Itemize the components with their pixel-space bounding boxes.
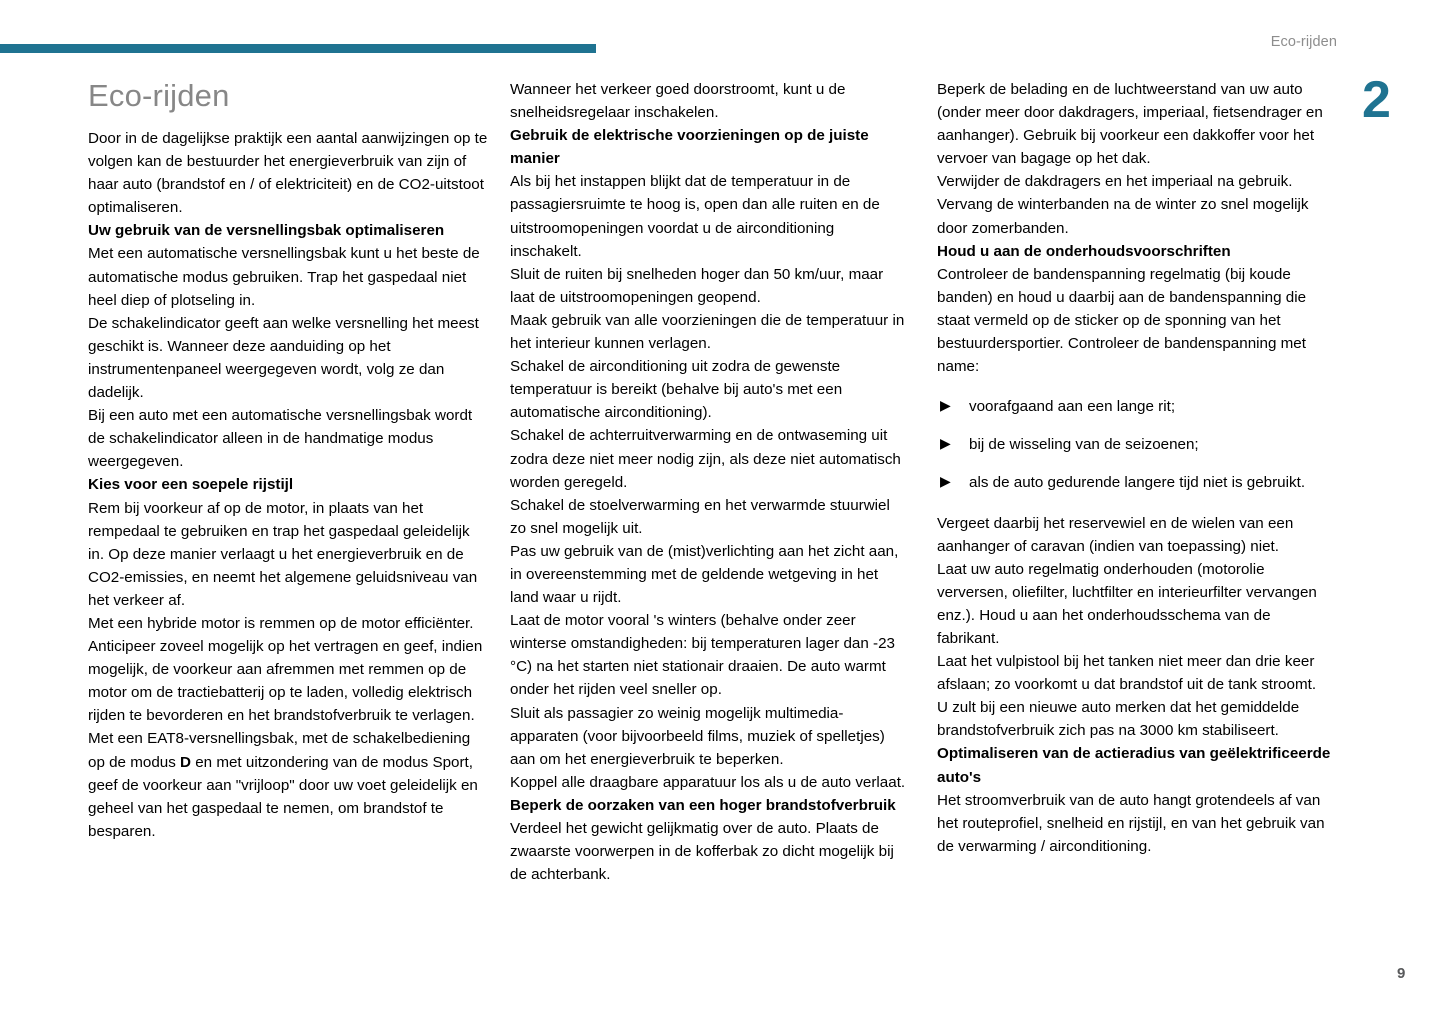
body-paragraph: Met een hybride motor is remmen op de motor efficiënter. Anticipeer zoveel mogelijk op het vertragen en geef, indien mogelijk, de voorkeur aan afremmen met remmen op de motor om de tractiebatterij op te laden, volledig elektrisch rijden te bevorderen en het brandstofverbruik te verlagen. (88, 614, 483, 725)
body-paragraph: Beperk de belading en de luchtweerstand van uw auto (onder meer door dakdragers, imperiaal, fietsendrager en aanhanger). Gebruik bij voorkeur een dakkoffer voor het vervoer van bagage op het dak. (937, 81, 1323, 168)
body-paragraph: Met een automatische versnellingsbak kunt u het beste de automatische modus gebruiken. Trap het gaspedaal niet heel diep of plotseling in. (88, 245, 480, 309)
body-paragraph: Laat het vulpistool bij het tanken niet meer dan drie keer afslaan; zo voorkomt u dat brandstof uit de tank stroomt. (937, 653, 1317, 694)
triangle-right-icon: ▶ (940, 473, 951, 490)
body-paragraph: Vervang de winterbanden na de winter zo snel mogelijk door zomerbanden. (937, 196, 1309, 237)
page-number: 9 (1397, 965, 1406, 982)
body-paragraph: Als bij het instappen blijkt dat de temperatuur in de passagiersruimte te hoog is, open dan alle ruiten en de uitstroomopeningen voordat u de airconditioning inschakelt. (510, 173, 880, 260)
triangle-right-icon: ▶ (940, 397, 951, 414)
page-title: Eco-rijden (88, 78, 230, 113)
subsection-heading: Beperk de oorzaken van een hoger brandstofverbruik (510, 796, 896, 814)
body-paragraph: Wanneer het verkeer goed doorstroomt, kunt u de snelheidsregelaar inschakelen. (510, 81, 846, 122)
body-paragraph: Verwijder de dakdragers en het imperiaal na gebruik. (937, 173, 1293, 191)
body-paragraph: Sluit als passagier zo weinig mogelijk multimedia-apparaten (voor bijvoorbeeld films, muziek of spelletjes) aan om het energieverbruik te beperken. (510, 704, 885, 768)
body-paragraph: Schakel de achterruitverwarming en de ontwaseming uit zodra deze niet meer nodig zijn, als deze niet automatisch worden geregeld. (510, 427, 901, 491)
list-item (937, 433, 1333, 456)
body-paragraph: Vergeet daarbij het reservewiel en de wielen van een aanhanger of caravan (indien van toepassing) niet. (937, 514, 1294, 555)
body-paragraph: Pas uw gebruik van de (mist)verlichting aan het zicht aan, in overeenstemming met de geldende wetgeving in het land waar u rijdt. (510, 542, 899, 607)
triangle-right-icon: ▶ (940, 435, 951, 452)
running-header: Eco-rijden (1270, 34, 1337, 50)
body-paragraph: Verdeel het gewicht gelijkmatig over de auto. Plaats de zwaarste voorwerpen in de kofferbak zo dicht mogelijk bij de achterbank. (510, 820, 894, 884)
subsection-heading: Kies voor een soepele rijstijl (88, 476, 294, 494)
column-1-body (88, 127, 488, 843)
paragraph-text: en met uitzondering van de modus Sport, geef de voorkeur aan "vrijloop" door uw voet geleidelijk en geheel van het gaspedaal te nemen, om brandstof te besparen. (88, 753, 478, 840)
text-column-1 (88, 78, 488, 843)
bullet-list (937, 395, 1333, 494)
body-paragraph (88, 727, 488, 842)
list-item (937, 471, 1333, 494)
column-2-body (510, 78, 908, 886)
body-paragraph: Koppel alle draagbare apparatuur los als u de auto verlaat. (510, 773, 906, 791)
list-item-label: als de auto gedurende langere tijd niet is gebruikt. (969, 474, 1306, 492)
body-paragraph: Bij een auto met een automatische versnellingsbak wordt de schakelindicator alleen in de handmatige modus weergegeven. (88, 407, 473, 471)
header-accent-rule (0, 44, 596, 53)
paragraph-text: Met een EAT8-versnellingsbak, met de schakelbediening op de modus (88, 730, 471, 771)
body-paragraph: Rem bij voorkeur af op de motor, in plaats van het rempedaal te gebruiken en trap het gaspedaal geleidelijk in. Op deze manier verlaagt u het energieverbruik en de CO2-emissies, en neemt het algemene geluidsniveau van het verkeer af. (88, 499, 478, 609)
emphasis-text: D (180, 753, 191, 771)
body-paragraph: Door in de dagelijkse praktijk een aantal aanwijzingen op te volgen kan de bestuurder het energieverbruik van zijn of haar auto (brandstof en / of elektriciteit) en de CO2-uitstoot optimaliseren. (88, 130, 488, 217)
body-paragraph: Schakel de airconditioning uit zodra de gewenste temperatuur is bereikt (behalve bij auto's met een automatische airconditioning). (510, 358, 843, 422)
body-paragraph: Sluit de ruiten bij snelheden hoger dan 50 km/uur, maar laat de uitstroomopeningen geopend. (510, 265, 884, 306)
body-paragraph: Controleer de bandenspanning regelmatig (bij koude banden) en houd u daarbij aan de bandenspanning die staat vermeld op de sticker op de sponning van het bestuurdersportier. Controleer de bandenspanning met name: (937, 265, 1307, 376)
list-item (937, 395, 1333, 418)
subsection-heading: Optimaliseren van de actieradius van geëlektrificeerde auto's (937, 745, 1331, 786)
subsection-heading: Uw gebruik van de versnellingsbak optimaliseren (88, 222, 445, 240)
body-paragraph: Laat uw auto regelmatig onderhouden (motorolie verversen, oliefilter, luchtfilter en interieurfilter vervangen enz.). Houd u aan het onderhoudsschema van de fabrikant. (937, 560, 1317, 647)
chapter-number: 2 (1362, 71, 1390, 129)
column-3-body (937, 78, 1333, 858)
subsection-heading: Gebruik de elektrische voorzieningen op de juiste manier (510, 127, 869, 168)
body-paragraph: Schakel de stoelverwarming en het verwarmde stuurwiel zo snel mogelijk uit. (510, 496, 890, 537)
body-paragraph: U zult bij een nieuwe auto merken dat het gemiddelde brandstofverbruik zich pas na 3000 km stabiliseert. (937, 699, 1300, 740)
list-item-label: bij de wisseling van de seizoenen; (969, 436, 1199, 454)
body-paragraph: Maak gebruik van alle voorzieningen die de temperatuur in het interieur kunnen verlagen. (510, 311, 905, 353)
body-paragraph: De schakelindicator geeft aan welke versnelling het meest geschikt is. Wanneer deze aanduiding op het instrumentenpaneel weergegeven wordt, volg ze dan dadelijk. (88, 314, 479, 402)
list-item-label: voorafgaand aan een lange rit; (969, 398, 1176, 416)
body-paragraph: Laat de motor vooral 's winters (behalve onder zeer winterse omstandigheden: bij temperaturen lager dan -23 °C) na het starten niet stationair draaien. De auto warmt onder het rijden veel sneller op. (510, 612, 895, 699)
text-column-3 (937, 78, 1333, 858)
body-paragraph: Het stroomverbruik van de auto hangt grotendeels af van het routeprofiel, snelheid en rijstijl, en van het gebruik van de verwarming / airconditioning. (937, 791, 1325, 855)
subsection-heading: Houd u aan de onderhoudsvoorschriften (937, 242, 1231, 260)
text-column-2 (510, 78, 908, 886)
